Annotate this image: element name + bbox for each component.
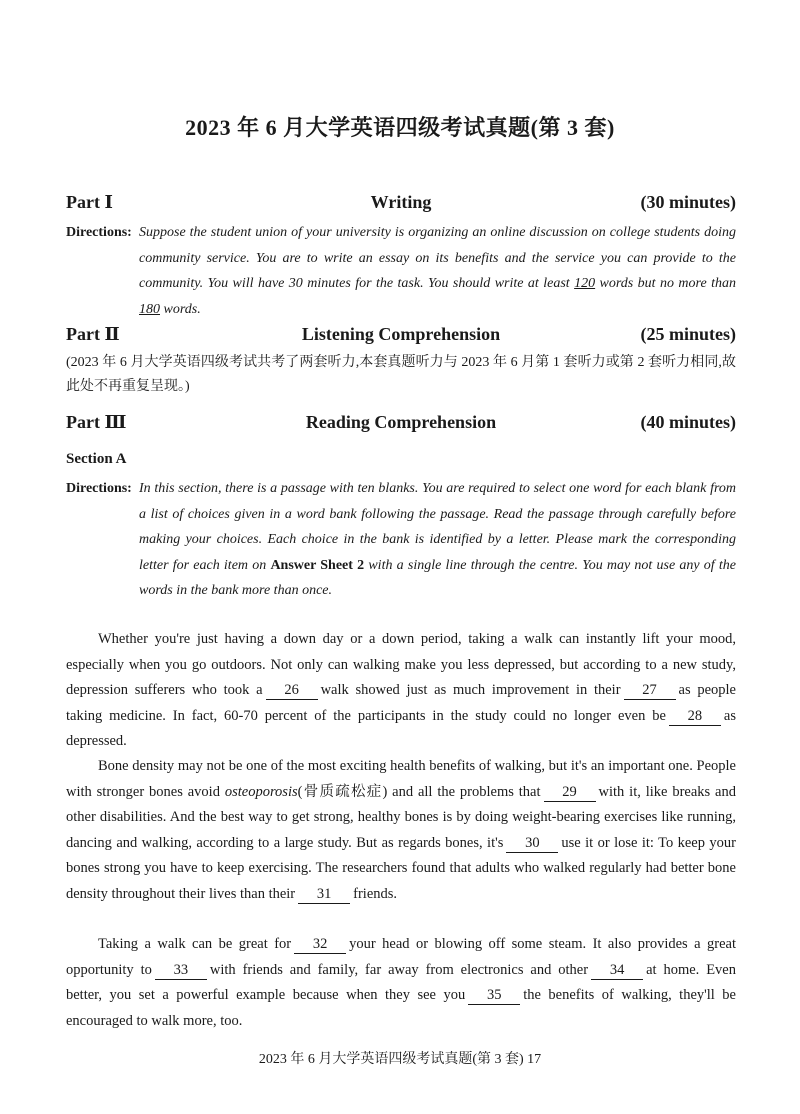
- directions-text-part: words.: [160, 301, 201, 317]
- passage-text: at home. Even better, you set a powerful example because when they see you: [66, 961, 736, 1004]
- passage-term-cn: (骨质疏松症): [297, 783, 388, 800]
- passage-text: use it or lose it: To keep your bones strong you have to keep exercising. The researchers found that adults who walked regularly had better bone density throughout their lives than their: [66, 834, 736, 902]
- part1-name: Writing: [370, 192, 432, 212]
- blank-27[interactable]: 27: [624, 682, 676, 700]
- blank-30[interactable]: 30: [506, 835, 558, 853]
- directions-text: [66, 476, 736, 604]
- passage-text: with friends and family, far away from electronics and other: [209, 961, 589, 978]
- passage-paragraph-1: [66, 627, 736, 755]
- part2-header: [66, 324, 736, 348]
- part3-header: [66, 412, 736, 436]
- answer-sheet-ref: Answer Sheet 2: [270, 557, 365, 573]
- directions-text: [66, 220, 736, 322]
- passage-text: Taking a walk can be great for: [98, 936, 292, 952]
- page-footer: 2023 年 6 月大学英语四级考试真题(第 3 套) 17: [258, 1052, 542, 1067]
- passage-text: walk showed just as much improvement in their: [320, 682, 621, 699]
- passage-text: Whether you're just having a down day or a down period, taking a walk can instantly lift your mood, especially when you go outdoors. Not only can walking make you less depressed, but according to a new study, depression sufferers who took a: [66, 631, 736, 699]
- part1-directions: [66, 220, 736, 322]
- blank-35[interactable]: 35: [468, 987, 520, 1005]
- part2-note: (2023 年 6 月大学英语四级考试共考了两套听力,本套真题听力与 2023 年 6 月第 1 套听力或第 2 套听力相同,故此处不再重复呈现。): [66, 355, 736, 394]
- blank-31[interactable]: 31: [298, 886, 350, 904]
- directions-label: Directions:: [66, 481, 132, 496]
- passage-text: with it, like breaks and other disabilities. And the best way to get strong, healthy bones is by doing weight-bearing exercises like running, dancing and walking, according to a large study. But as regards bones, it's: [66, 783, 736, 851]
- passage-text: your head or blowing off some steam. It also provides a great opportunity to: [66, 936, 737, 978]
- passage-text: the benefits of walking, they'll be encouraged to walk more, too.: [66, 987, 736, 1029]
- min-words: 120: [574, 276, 596, 291]
- max-words: 180: [139, 301, 160, 317]
- part1-label: Part Ⅰ: [66, 192, 113, 212]
- part1-time: (30 minutes): [640, 192, 736, 212]
- part1-header: [66, 192, 736, 216]
- section-a-heading: Section A: [66, 451, 127, 467]
- directions-text-part: In this section, there is a passage with ten blanks. You are required to select one word for each blank from a list of choices given in a word bank following the passage. Read the passage through carefully before making your choices. Each choice in the bank is identified by a letter. Please mark the corresponding letter for each item on: [139, 481, 736, 573]
- passage-paragraph-3: [66, 932, 736, 1034]
- blank-26[interactable]: 26: [266, 682, 318, 700]
- part3-time: (40 minutes): [640, 412, 736, 432]
- part3-label: Part Ⅲ: [66, 412, 127, 432]
- blank-33[interactable]: 33: [155, 962, 207, 980]
- part2-label: Part Ⅱ: [66, 324, 120, 344]
- part2-name: Listening Comprehension: [301, 324, 501, 344]
- passage-paragraph-2: [66, 754, 736, 908]
- passage-text: as people taking medicine. In fact, 60-70 percent of the participants in the study could no longer even be: [66, 682, 736, 724]
- blank-29[interactable]: 29: [544, 784, 596, 802]
- passage-text: friends.: [353, 885, 398, 902]
- passage-text: as depressed.: [66, 707, 736, 750]
- directions-text-part: with a single line through the centre. You may not use any of the words in the bank more than once.: [139, 557, 736, 598]
- page-title: 2023 年 6 月大学英语四级考试真题(第 3 套): [185, 115, 615, 140]
- part2-time: (25 minutes): [640, 324, 736, 344]
- part3-directions: [66, 476, 736, 604]
- directions-text-part: Suppose the student union of your university is organizing an online discussion on college students doing community service. You are to write an essay on its benefits and the service you can provide to the community. You will have 30 minutes for the task. You should write at least: [139, 225, 736, 291]
- passage-text: and all the problems that: [387, 783, 541, 800]
- blank-32[interactable]: 32: [294, 936, 346, 954]
- blank-28[interactable]: 28: [669, 708, 721, 726]
- passage-text: Bone density may not be one of the most exciting health benefits of walking, but it's an important one. People with stronger bones avoid: [66, 758, 736, 800]
- passage-term: osteoporosis: [224, 783, 298, 800]
- directions-text-part: words but no more than: [595, 276, 737, 291]
- blank-34[interactable]: 34: [591, 962, 643, 980]
- directions-label: Directions:: [66, 225, 132, 240]
- part3-name: Reading Comprehension: [305, 412, 497, 432]
